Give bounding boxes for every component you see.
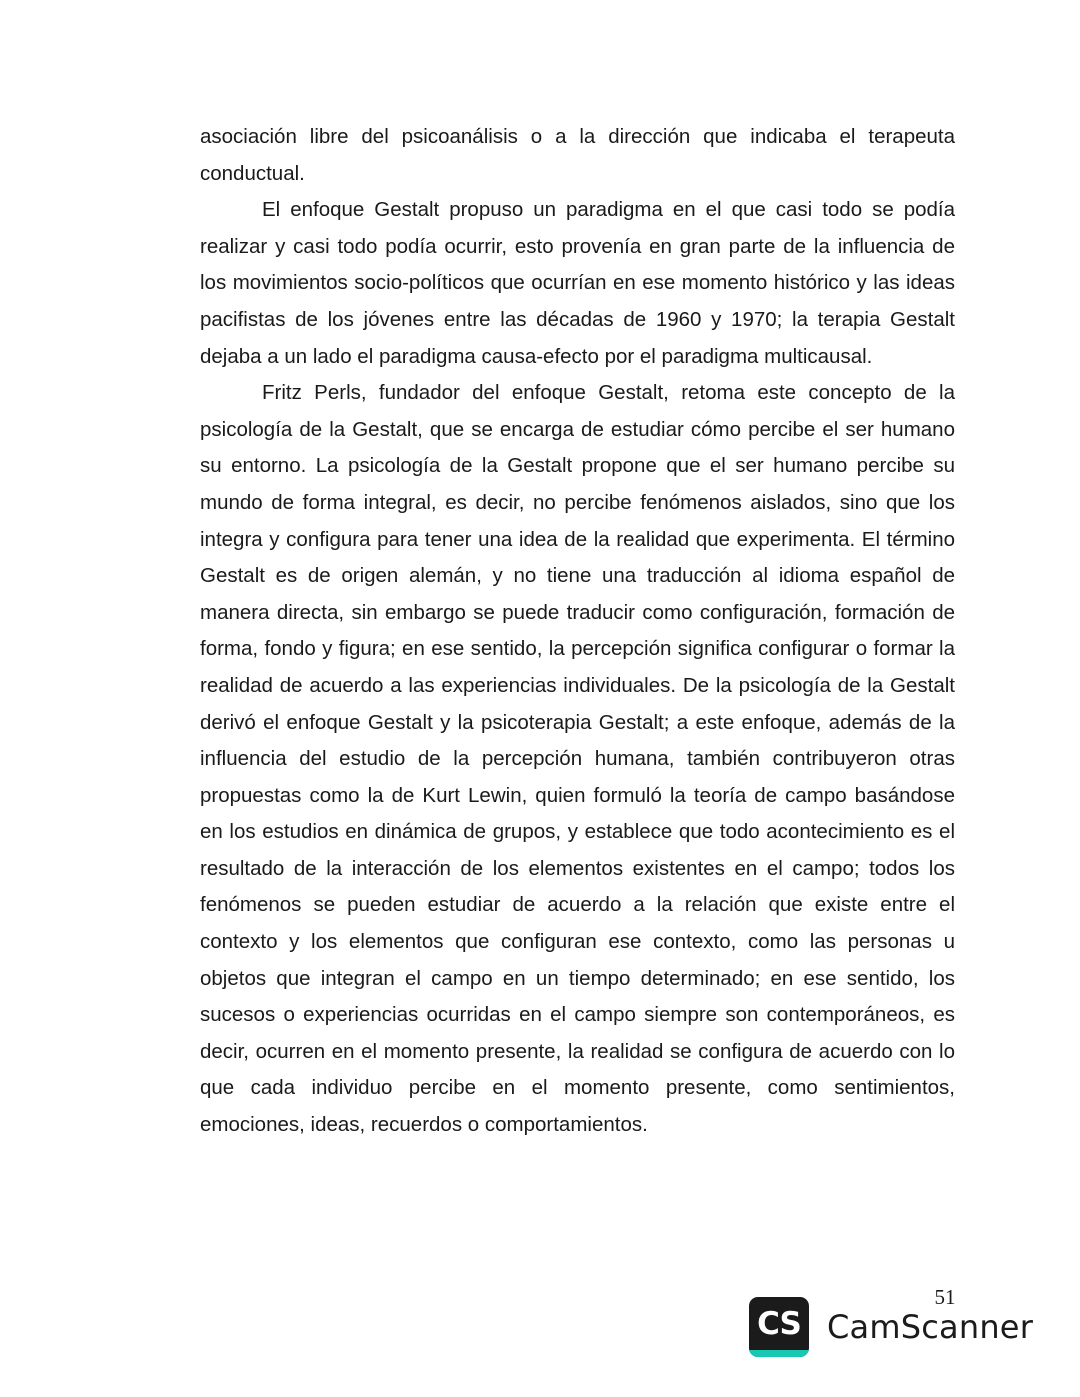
camscanner-logo-icon — [749, 1297, 809, 1357]
brand-name: CamScanner — [827, 1308, 1034, 1346]
camscanner-watermark — [749, 1296, 1033, 1358]
paragraph-3: Fritz Perls, fundador del enfoque Gestalt, retoma este concepto de la psicología de la Gestalt, que se encarga de estudiar cómo percibe el ser humano su entorno. La psicología de la Gestalt propone que el ser humano percibe su mundo de forma integral, es decir, no percibe fenómenos aislados, sino que los integra y configura para tener una idea de la realidad que experimenta. El término Gestalt es de origen alemán, y no tiene una traducción al idioma español de manera directa, sin embargo se puede traducir como configuración, formación de forma, fondo y figura; en ese sentido, la percepción significa configurar o formar la realidad de acuerdo a las experiencias individuales. De la psicología de la Gestalt derivó el enfoque Gestalt y la psicoterapia Gestalt; a este enfoque, además de la influencia del estudio de la percepción humana, también contribuyeron otras propuestas como la de Kurt Lewin, quien formuló la teoría de campo basándose en los estudios en dinámica de grupos, y establece que todo acontecimiento es el resultado de la interacción de los elementos existentes en el campo; todos los fenómenos se pueden estudiar de acuerdo a la relación que existe entre el contexto y los elementos que configuran ese contexto, como las personas u objetos que integran el campo en un tiempo determinado; en ese sentido, los sucesos o experiencias ocurridas en el campo siempre son contemporáneos, es decir, ocurren en el momento presente, la realidad se configura de acuerdo con lo que cada individuo percibe en el momento presente, como sentimientos, emociones, ideas, recuerdos o comportamientos. — [200, 381, 955, 1137]
paragraph-1: asociación libre del psicoanálisis o a la dirección que indicaba el terapeuta conductual. — [200, 125, 955, 185]
logo-text: CS — [757, 1306, 801, 1342]
body-text — [200, 119, 955, 1144]
paragraph-2: El enfoque Gestalt propuso un paradigma en el que casi todo se podía realizar y casi todo podía ocurrir, esto provenía en gran parte de la influencia de los movimientos socio-políticos que ocurrían en ese momento histórico y las ideas pacifistas de los jóvenes entre las décadas de 1960 y 1970; la terapia Gestalt dejaba a un lado el paradigma causa-efecto por el paradigma multicausal. — [200, 198, 955, 368]
page-number: 51 — [934, 1285, 956, 1309]
